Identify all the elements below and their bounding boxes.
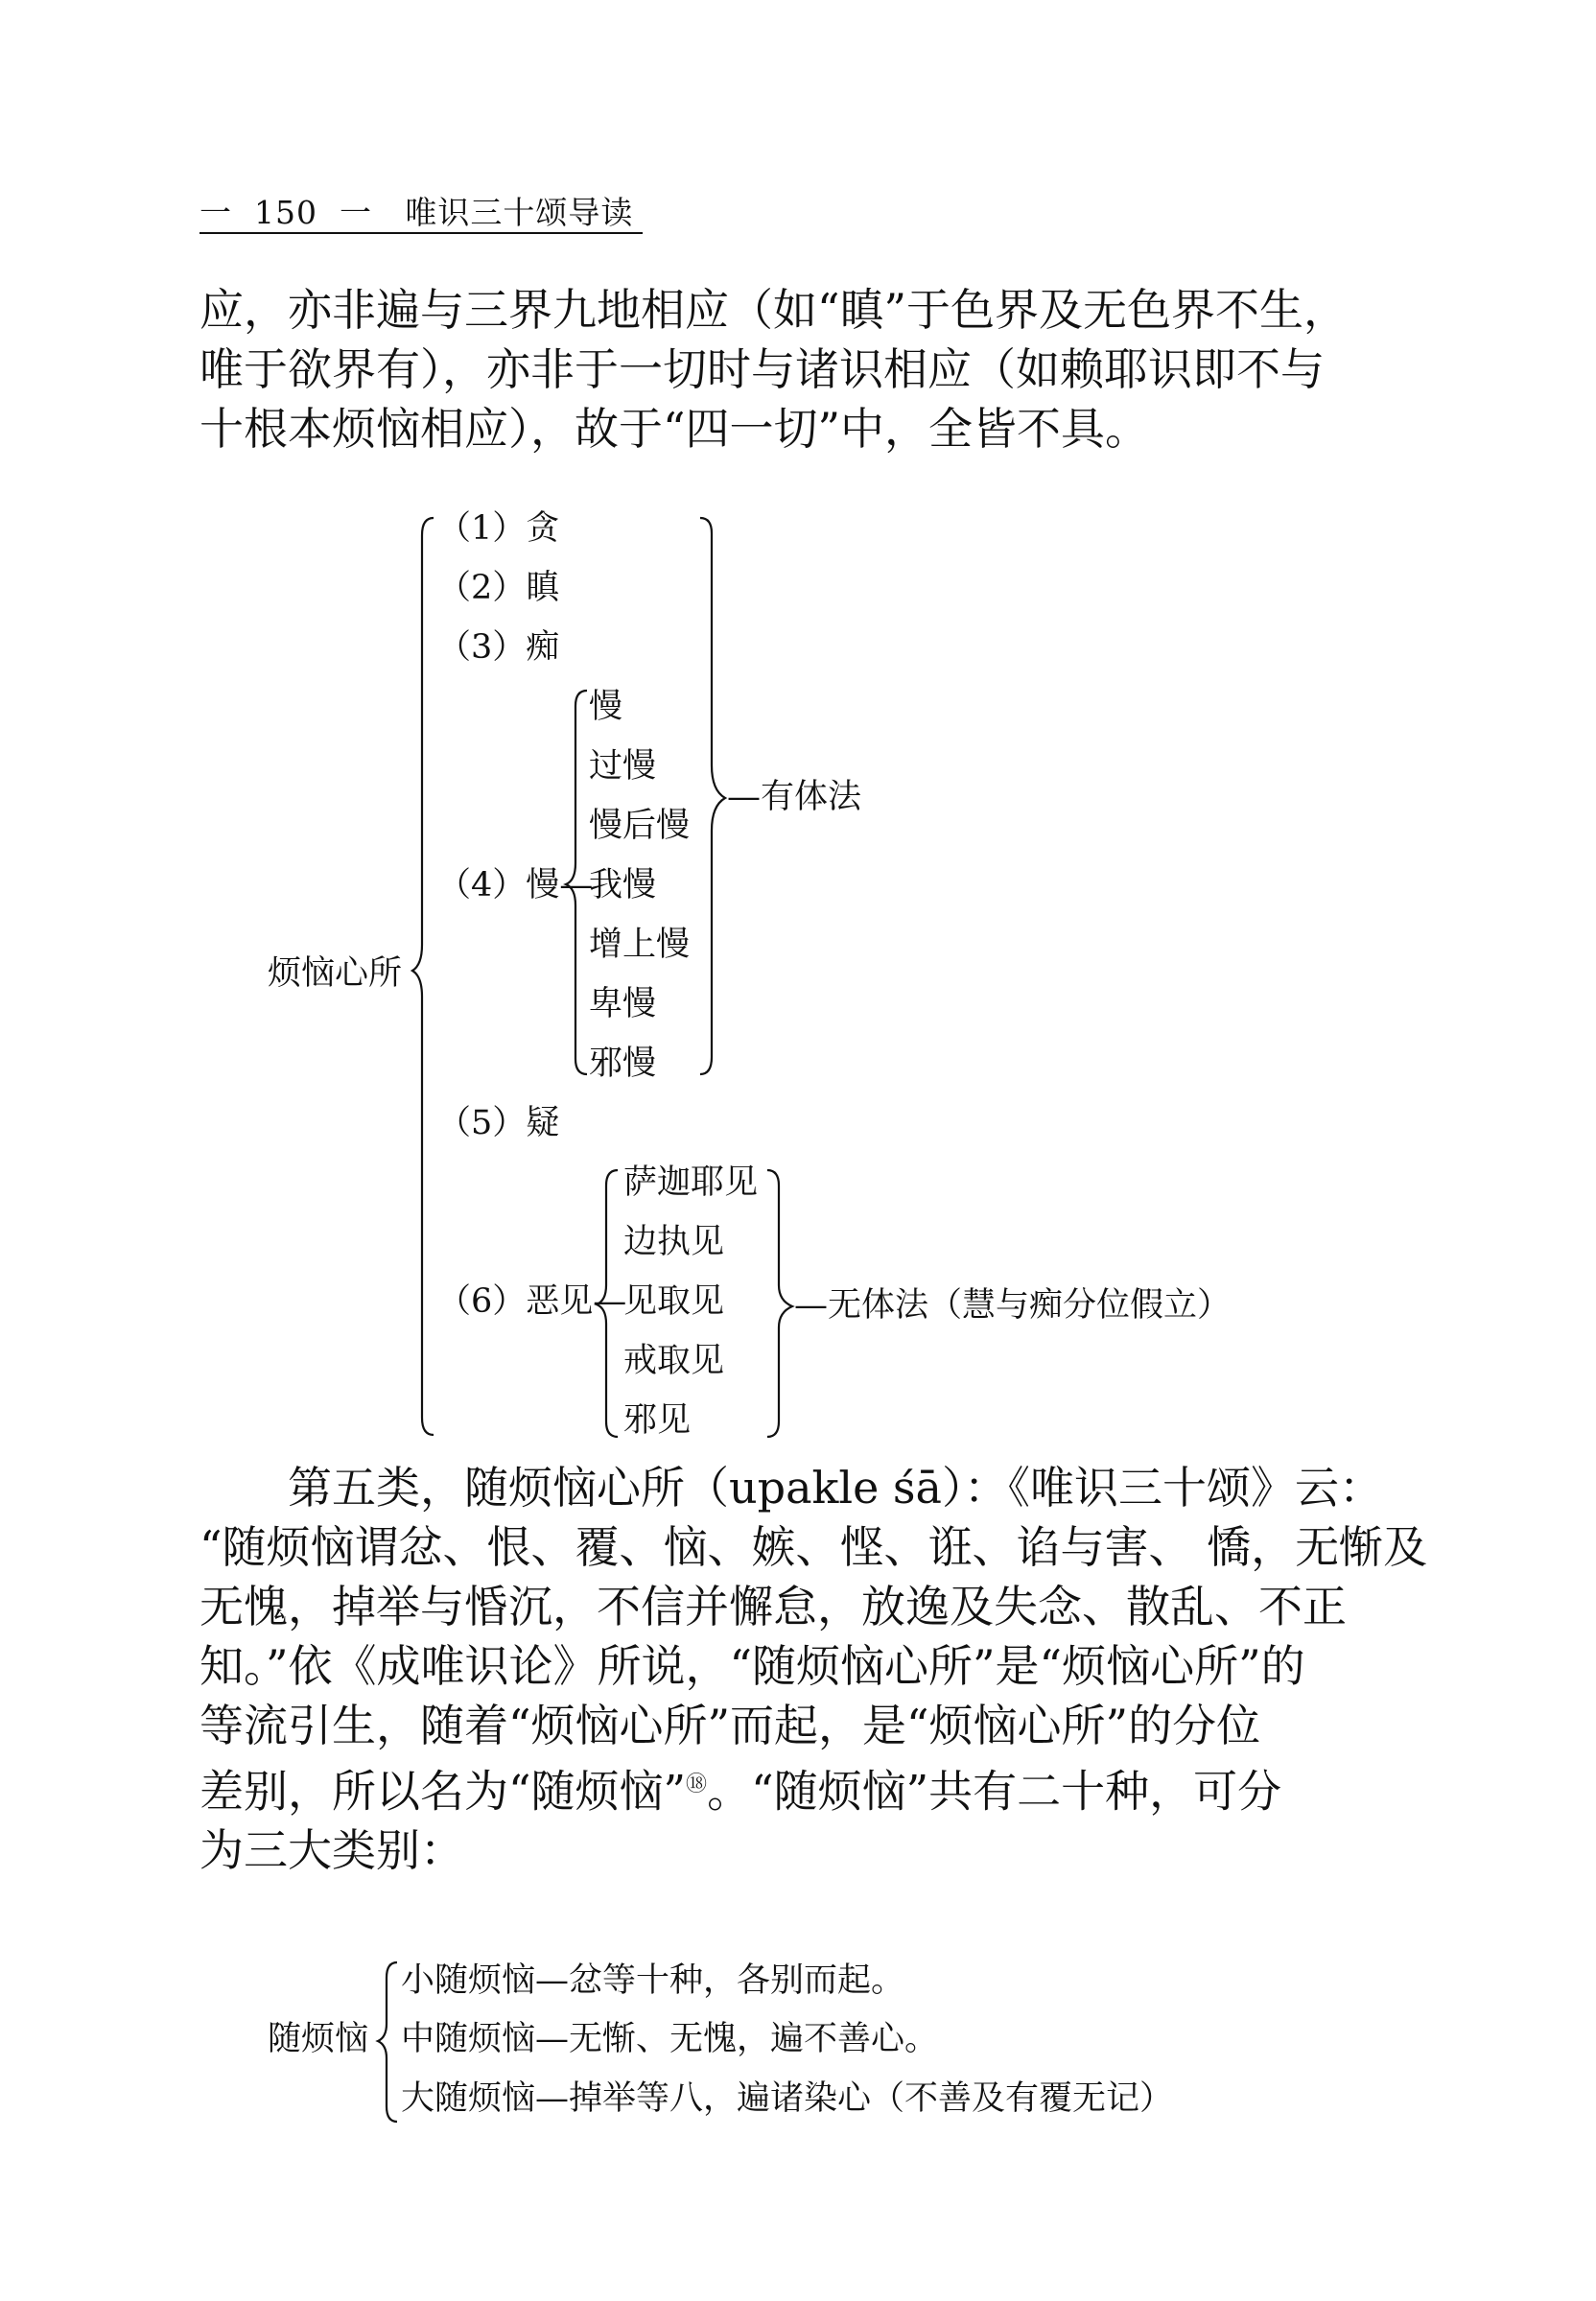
sub-affliction-item: 大随烦恼—掉举等八，遍诸染心（不善及有覆无记） [401, 2079, 1174, 2118]
text-line: 等流引生，随着“烦恼心所”而起，是“烦恼心所”的分位 [200, 1700, 1261, 1751]
text-line: 十根本烦恼相应），故于“四一切”中，全皆不具。 [200, 403, 1150, 455]
page-header: 一 150 一 唯识三十颂导读 [200, 194, 634, 231]
text-line: “随烦恼谓忿、恨、覆、恼、嫉、悭、诳、谄与害、 憍，无惭及 [200, 1521, 1428, 1573]
text-line: 应，亦非遍与三界九地相应（如“瞋”于色界及无色界不生， [200, 284, 1349, 336]
footnote-marker: ⑱ [686, 1773, 708, 1796]
group1-label: —有体法 [727, 778, 862, 816]
jian-sub-item: 戒取见 [623, 1342, 725, 1380]
root-item: （3）痴 [437, 628, 560, 667]
man-sub-item: 卑慢 [589, 985, 657, 1023]
diagram2-root-label: 随烦恼 [268, 2020, 369, 2058]
root-item: （5）疑 [437, 1104, 560, 1142]
man-sub-item: 慢后慢 [589, 807, 691, 845]
root-item: （1）贪 [437, 509, 560, 548]
text-line: 第五类，随烦恼心所（upakle śā）：《唯识三十颂》云： [288, 1462, 1383, 1514]
text-line: 唯于欲界有），亦非于一切时与诸识相应（如赖耶识即不与 [200, 343, 1325, 395]
root-item: （4）慢— [437, 866, 594, 904]
sub-affliction-item: 小随烦恼—忿等十种，各别而起。 [401, 1961, 905, 2000]
jian-sub-item: 萨迦耶见 [623, 1163, 759, 1202]
jian-sub-item: 边执见 [623, 1223, 725, 1261]
text-segment: 差别，所以名为“随烦恼” [200, 1765, 687, 1818]
man-sub-item: 邪慢 [589, 1045, 657, 1083]
man-sub-item: 我慢 [589, 866, 657, 904]
jian-sub-item: 邪见 [623, 1401, 692, 1440]
sub-affliction-brace [378, 1962, 397, 2122]
group2-label: —无体法（慧与痴分位假立） [794, 1286, 1232, 1325]
sub-affliction-item: 中随烦恼—无惭、无愧，遍不善心。 [401, 2020, 939, 2058]
root-item: （6）恶见— [437, 1282, 627, 1321]
man-sub-item: 慢 [589, 688, 623, 726]
man-sub-item: 增上慢 [589, 926, 691, 964]
text-line: 知。”依《成唯识论》所说，“随烦恼心所”是“烦恼心所”的 [200, 1640, 1305, 1692]
text-line: 无愧，掉举与惛沉，不信并懈怠，放逸及失念、散乱、不正 [200, 1581, 1347, 1632]
text-segment: 。“随烦恼”共有二十种，可分 [707, 1765, 1282, 1818]
man-sub-item: 过慢 [589, 747, 657, 786]
root-item: （2）瞋 [437, 569, 560, 607]
jian-sub-item: 见取见 [623, 1282, 725, 1321]
text-line: 为三大类别： [200, 1824, 464, 1877]
diagram-root-label: 烦恼心所 [268, 954, 403, 993]
